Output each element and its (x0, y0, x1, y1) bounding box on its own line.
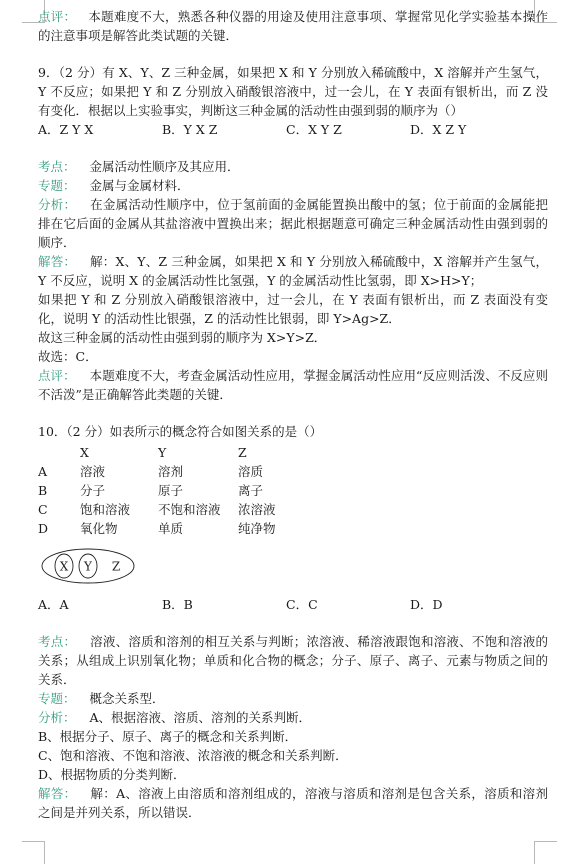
kaodian-label: 考点： (38, 634, 77, 649)
table-cell: 纯净物 (238, 521, 276, 536)
q10-fenxi-1 (38, 708, 548, 727)
jieda-label: 解答： (38, 786, 77, 801)
q8-comment (38, 7, 548, 45)
table-cell: 离子 (238, 483, 264, 498)
kaodian-text: 金属活动性顺序及其应用． (89, 159, 240, 174)
table-cell: D (38, 521, 49, 536)
q9-options (38, 120, 548, 139)
table-row (38, 500, 318, 519)
jieda-text: 解：X、Y、Z 三种金属，如果把 X 和 Y 分别放入稀硫酸中，X 溶解并产生氢气，Y 不反应，说明 X 的金属活动性比氢强，Y 的金属活动性比氢弱，即 X>H>Y； (38, 254, 548, 288)
q10-option-d: D．D (410, 597, 443, 612)
zhuanti-label: 专题： (38, 691, 76, 706)
q10-fenxi-4: D、根据物质的分类判断． (38, 767, 186, 782)
dianping-label: 点评： (38, 368, 76, 383)
q10-zhuanti (38, 689, 548, 708)
q9-option-d: D．X Z Y (410, 122, 467, 137)
table-cell: 分子 (80, 483, 106, 498)
q9-kaodian (38, 157, 548, 176)
table-cell: 不饱和溶液 (158, 502, 221, 517)
table-cell: 溶液 (80, 464, 106, 479)
q9-jieda-4: 故选：C． (38, 349, 98, 364)
table-cell: 溶质 (238, 464, 264, 479)
table-header-row (38, 443, 318, 462)
q10-options (38, 595, 548, 614)
fenxi-label: 分析： (38, 710, 76, 725)
q10-option-b: B．B (162, 597, 193, 612)
table-row (38, 462, 318, 481)
q10-kaodian (38, 632, 548, 689)
diagram-label-x: X (59, 559, 69, 574)
table-cell: B (38, 483, 48, 498)
table-header-cell: Y (158, 445, 167, 460)
q9-fenxi (38, 195, 548, 252)
zhuanti-label: 专题： (38, 178, 76, 193)
diagram-label-z: Z (111, 559, 121, 574)
page-content (38, 7, 548, 822)
comment-label: 点评： (38, 9, 77, 24)
q10-fenxi-2: B、根据分子、原子、离子的概念和关系判断． (38, 729, 298, 744)
fenxi-text: 在金属活动性顺序中，位于氢前面的金属能置换出酸中的氢；位于前面的金属能把排在它后面的金属从其盐溶液中置换出来；据此根据题意可确定三种金属活动性由强到弱的顺序． (38, 197, 548, 250)
q10-fenxi-3: C、饱和溶液、不饱和溶液、浓溶液的概念和关系判断． (38, 748, 348, 763)
q9-jieda-2: 如果把 Y 和 Z 分别放入硝酸银溶液中，过一会儿，在 Y 表面有银析出，而 Z 表面没有变化，说明 Y 的活动性比银强，Z 的活动性比银弱，即 Y>Ag>Z． (38, 292, 548, 326)
q10-jieda (38, 784, 548, 822)
table-cell: 溶剂 (158, 464, 184, 479)
table-row (38, 519, 318, 538)
fenxi-text: A、根据溶液、溶质、溶剂的关系判断． (89, 710, 312, 725)
concept-table (38, 443, 318, 538)
table-cell: A (38, 464, 48, 479)
q9-option-c: C．X Y Z (286, 122, 342, 137)
q10-option-c: C．C (286, 597, 318, 612)
concept-relation-diagram (40, 546, 140, 586)
q10-stem: 10．（2 分）如表所示的概念符合如图关系的是（） (38, 424, 323, 439)
kaodian-text: 溶液、溶质和溶剂的相互关系与判断；浓溶液、稀溶液跟饱和溶液、不饱和溶液的关系；从组成上识别氧化物；单质和化合物的概念；分子、原子、离子、元素与物质之间的关系． (38, 634, 548, 687)
crop-mark-bottom-right (534, 841, 557, 864)
table-row (38, 481, 318, 500)
comment-text: 本题难度不大，熟悉各种仪器的用途及使用注意事项、掌握常见化学实验基本操作的注意事项是解答此类试题的关键． (38, 9, 548, 43)
crop-mark-bottom-left (22, 841, 45, 864)
dianping-text: 本题难度不大，考查金属活动性应用，掌握金属活动性应用“反应则活泼、不反应则不活泼”是正确解答此类题的关键． (38, 368, 548, 402)
table-header-cell: Z (238, 445, 247, 460)
jieda-label: 解答： (38, 254, 77, 269)
q9-option-a: A．Z Y X (38, 122, 94, 137)
table-cell: 饱和溶液 (80, 502, 131, 517)
table-header-cell (38, 443, 80, 462)
table-cell: 浓溶液 (238, 502, 276, 517)
q9-jieda-3: 故这三种金属的活动性由强到弱的顺序为 X>Y>Z． (38, 330, 327, 345)
table-header-cell: X (80, 445, 89, 460)
zhuanti-text: 概念关系型． (89, 691, 165, 706)
table-cell: 原子 (158, 483, 184, 498)
q9-dianping (38, 366, 548, 404)
table-cell: C (38, 502, 48, 517)
q9-stem: 9．（2 分）有 X、Y、Z 三种金属，如果把 X 和 Y 分别放入稀硫酸中，X 溶解并产生氢气，Y 不反应；如果把 Y 和 Z 分别放入硝酸银溶液中，过一会儿，在 Y 表面有银析出，而 Z 没有变化．根据以上实验事实，判断这三种金属的活动性由强到弱的顺序为（） (38, 65, 548, 118)
q10-option-a: A．A (38, 597, 69, 612)
table-cell: 单质 (158, 521, 184, 536)
q9-zhuanti (38, 176, 548, 195)
fenxi-label: 分析： (38, 197, 77, 212)
jieda-text: 解：A、溶液上由溶质和溶剂组成的，溶液与溶质和溶剂是包含关系，溶质和溶剂之间是并列关系，所以错误． (38, 786, 548, 820)
q9-option-b: B．Y X Z (162, 122, 218, 137)
diagram-label-y: Y (84, 559, 92, 574)
kaodian-label: 考点： (38, 159, 76, 174)
q9-jieda-1 (38, 252, 548, 290)
zhuanti-text: 金属与金属材料． (89, 178, 190, 193)
table-cell: 氧化物 (80, 521, 118, 536)
